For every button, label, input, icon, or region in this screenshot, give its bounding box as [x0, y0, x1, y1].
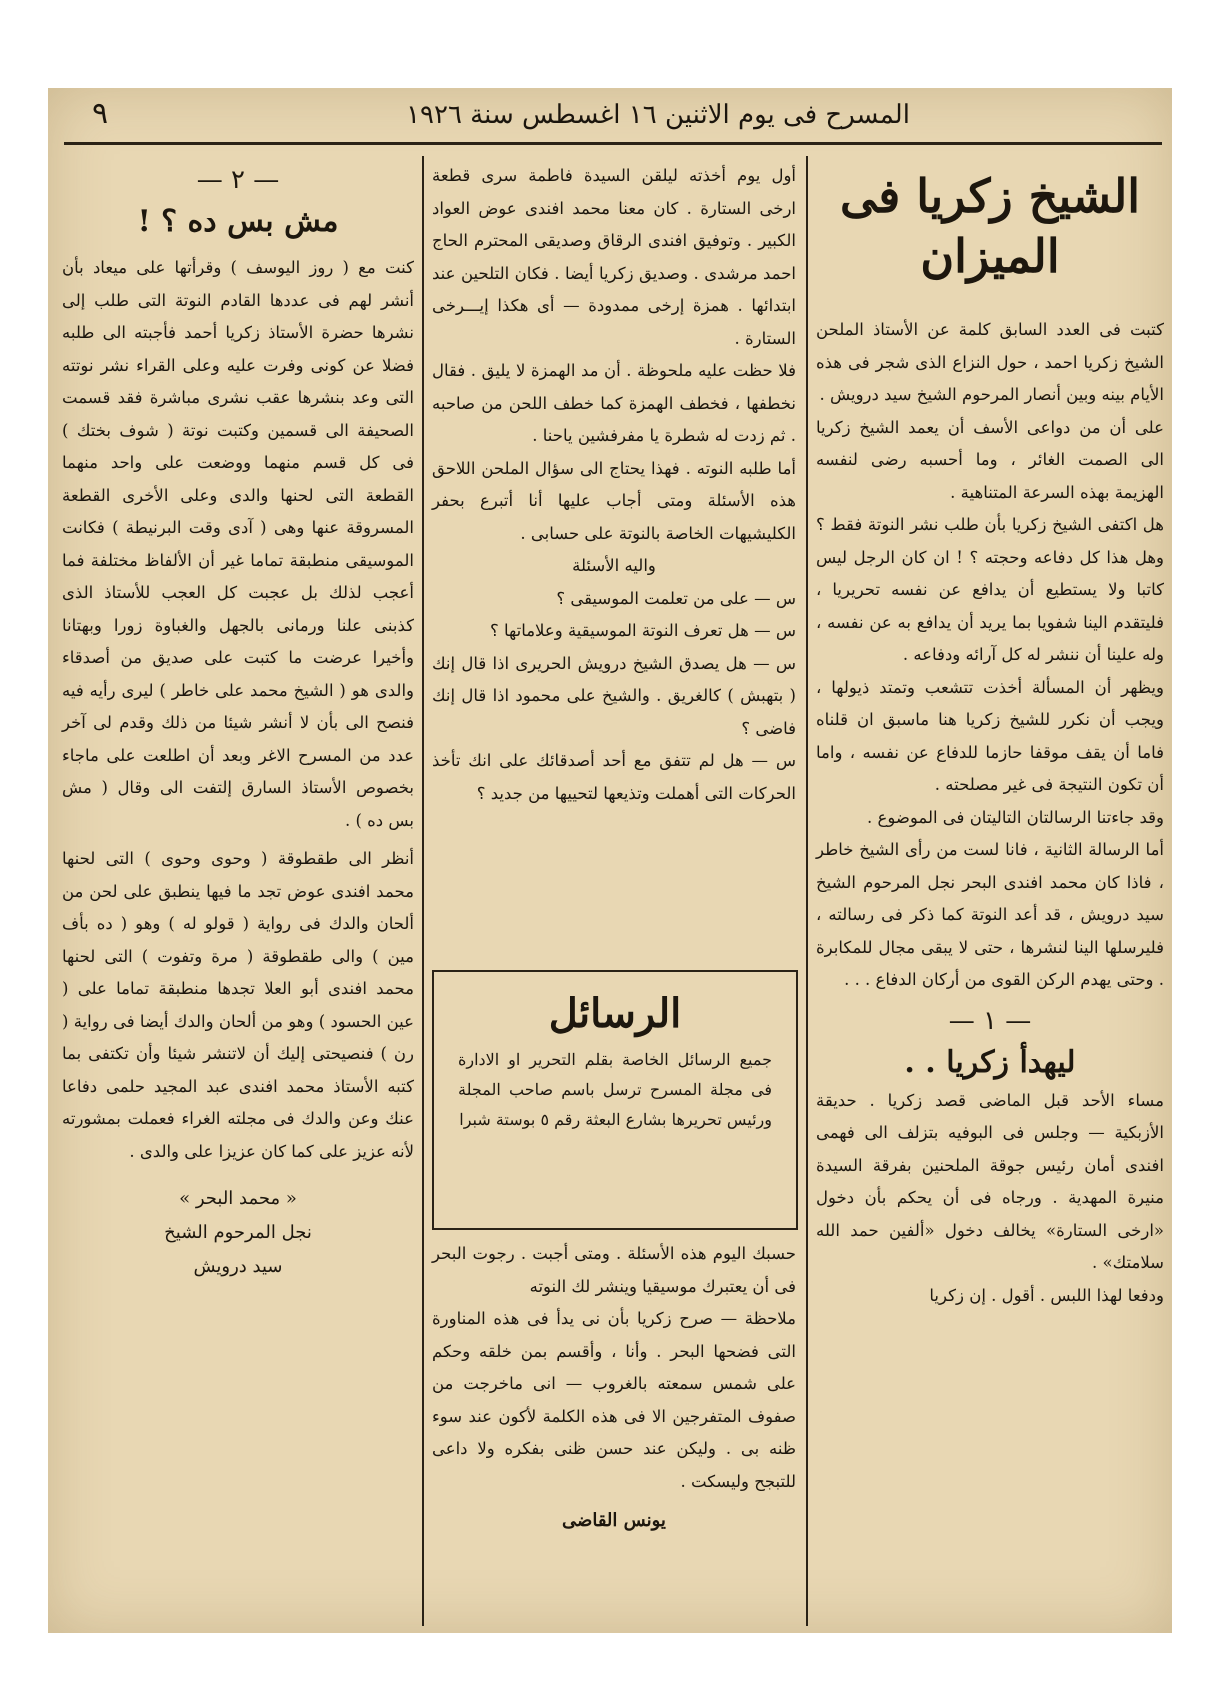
paragraph: أما طلبه النوته . فهذا يحتاج الى سؤال الملحن اللاحق هذه الأسئلة ومتى أجاب عليها أنا أتبرع بحفر الكليشيهات الخاصة بالنوتة على حسابى .: [432, 458, 796, 543]
letters-box-text: جميع الرسائل الخاصة بقلم التحرير او الادارة فى مجلة المسرح ترسل باسم صاحب المجلة ورئيس تحريرها بشارع البعثة رقم ٥ بوستة شبرا: [458, 1050, 772, 1129]
paragraph: على أن من دواعى الأسف أن يعمد الشيخ زكريا الى الصمت الغائر ، وما أحسبه رضى لنفسه الهزيمة بهذه السرعة المتناهية .: [816, 417, 1164, 502]
paragraph: أنظر الى طقطوقة ( وحوى وحوى ) التى لحنها محمد افندى عوض تجد ما فيها ينطبق على لحن من ألحان والدك فى رواية ( قولو له ) وهو ( ده بأف مين ) والى طقطوقة ( مرة وتفوت ) التى لحنها محمد افندى أبو العلا تجدها منطبقة تماما على ( عين الحسود ) وهو من ألحان والدك أيضا فى رواية ( رن ) فنصيحتى إليك أن لاتنشر شيئا وأن تكتفى بما كتبه الأستاذ محمد افندى عبد المجيد حلمى دفاعا عنك وعن والدك فى مجلته الغراء فعملت بمشورته لأنه عزيز على كما كان عزيزا على والدى .: [62, 849, 414, 1161]
article-title-not-only-this: مش بس ده ؟ !: [137, 204, 339, 239]
signature-name: « محمد البحر »: [179, 1188, 297, 1209]
column-divider-left: [422, 156, 424, 1626]
column-middle-bottom: [432, 1238, 796, 1538]
page-header-title: المسرح فى يوم الاثنين ١٦ اغسطس سنة ١٩٢٦: [406, 100, 910, 130]
question: س — هل تعرف النوتة الموسيقية وعلاماتها ؟: [489, 621, 796, 640]
question: س — هل يصدق الشيخ درويش الحريرى اذا قال إنك ( بتهبش ) كالغريق . والشيخ على محمود اذا قال إنك فاضى ؟: [432, 653, 796, 738]
paragraph: هل اكتفى الشيخ زكريا بأن طلب نشر النوتة فقط ؟ وهل هذا كل دفاعه وحجته ؟ ! ان كان الرجل ليس كاتبا ولا يستطيع أن يدافع عن نفسه تحريريا ، فليتقدم الينا شفويا بما يريد أن يدافع به عن نفسه ، وله علينا أن ننشر له كل آرائه ودفاعه .: [816, 515, 1164, 664]
column-left: [62, 160, 414, 1284]
question: س — هل لم تتفق مع أحد أصدقائك على انك تأخذ الحركات التى أهملت وتذيعها لتحييها من جديد ؟: [432, 751, 796, 803]
column-middle: [432, 160, 796, 810]
subsection-title: ليهدأ زكريا . .: [904, 1044, 1076, 1080]
paragraph: ودفعا لهذا اللبس . أقول . إن زكريا: [929, 1285, 1164, 1305]
letters-notice-box: [432, 970, 798, 1230]
paragraph: واليه الأسئلة: [572, 556, 656, 575]
paragraph: فلا حظت عليه ملحوظة . أن مد الهمزة لا يليق . فقال نخطفها ، فخطف الهمزة كما خطف اللحن من صاحبه . ثم زدت له شطرة يا مفرفشين ياحنا .: [432, 361, 796, 445]
author-signature: يونس القاضى: [562, 1510, 666, 1531]
section-number: — ١ —: [948, 1005, 1032, 1036]
paragraph: حسبك اليوم هذه الأسئلة . ومتى أجبت . رجوت البحر فى أن يعتبرك موسيقيا وينشر لك النوته: [432, 1244, 796, 1296]
newspaper-page: [48, 88, 1172, 1633]
paragraph: أما الرسالة الثانية ، فانا لست من رأى الشيخ خاطر ، فاذا كان محمد افندى البحر نجل المرحوم الشيخ سيد درويش ، قد أعد النوتة كما ذكر فى رسالته ، فليرسلها الينا لنشرها ، حتى لا يبقى مجال للمكابرة . وحتى يهدم الركن القوى من أركان الدفاع . . .: [816, 840, 1164, 989]
column-right: [816, 166, 1164, 1312]
paragraph: أول يوم أخذته ليلقن السيدة فاطمة سرى قطعة ارخى الستارة . كان معنا محمد افندى عوض العواد الكبير . وتوفيق افندى الرقاق وصديقى المحترم الحاج احمد مرشدى . وصديق زكريا أيضا . فكان التلحين عند ابتدائها . همزة إرخى ممدودة — أى هكذا إيـــرخى الستارة .: [432, 166, 796, 348]
page-number: ٩: [92, 96, 109, 131]
paragraph: كنت مع ( روز اليوسف ) وقرأتها على ميعاد بأن أنشر لهم فى عددها القادم النوتة التى طلب إلى نشرها حضرة الأستاذ زكريا أحمد فأجبته الى طلبه فضلا عن كونى وفرت عليه وعلى القراء نشر نوتته التى وعد بنشرها عقب نشرى مباشرة فقد قسمت الصحيفة الى قسمين وكتبت نوتة ( شوف بختك ) فى كل قسم منهما ووضعت على واحد منهما القطعة التى لحنها والدى وعلى الأخرى القطعة المسروقة عنها وهى ( آدى وقت البرنيطة ) فكانت الموسيقى منطبقة تماما غير أن الألفاظ مختلفة فما أعجب لذلك بل عجبت كل العجب للأستاذ الذى كذبنى علنا ورمانى بالجهل والغباوة زورا وبهتانا وأخيرا عرضت ما كتبت على صديق من أصدقاء والدى هو ( الشيخ محمد على خاطر ) ليرى رأيه فيه فنصح الى بأن لا أنشر شيئا من ذلك وقدم لى آخر عدد من المسرح الاغر وبعد أن اطلعت على ماجاء بخصوص الأستاذ السارق إلتفت الى وقال ( مش بس ده ) .: [62, 258, 414, 830]
question: س — على من تعلمت الموسيقى ؟: [556, 588, 796, 608]
column-divider-right: [806, 156, 808, 1626]
header-rule: [64, 142, 1162, 145]
paragraph: كتبت فى العدد السابق كلمة عن الأستاذ الملحن الشيخ زكريا احمد ، حول النزاع الذى شجر فى هذه الأيام بينه وبين أنصار المرحوم الشيخ سيد درويش .: [816, 320, 1164, 404]
paragraph: وقد جاءتنا الرسالتان التاليتان فى الموضوع .: [867, 807, 1164, 827]
signature-line: نجل المرحوم الشيخ: [164, 1222, 312, 1243]
article-title-zakaria-balance: الشيخ زكريا فى الميزان: [839, 169, 1141, 283]
signature-line: سيد درويش: [193, 1256, 283, 1277]
paragraph: ملاحظة — صرح زكريا بأن نى يدأ فى هذه المناورة التى فضحها البحر . وأنا ، وأقسم بمن خلقه وحكم على شمس سمعته بالغروب — انى ماخرجت من صفوف المتفرجين الا فى هذه الكلمة لأكون عند سوء ظنه بى . وليكن عند حسن ظنى بفكره ولا داعى للتبجح وليسكت .: [432, 1309, 796, 1491]
letters-box-title: الرسائل: [548, 990, 682, 1037]
paragraph: مساء الأحد قبل الماضى قصد زكريا . حديقة الأزبكية — وجلس فى البوفيه بتزلف الى فهمى افندى أمان رئيس جوقة الملحنين بفرقة السيدة منيرة المهدية . ورجاه فى أن يحكم بأن دخول «ارخى الستارة» يخالف دخول «ألفين حمد الله سلامتك» .: [816, 1090, 1164, 1272]
section-number: — ٢ —: [196, 165, 280, 195]
paragraph: ويظهر أن المسألة أخذت تتشعب وتمتد ذيولها ، ويجب أن نكرر للشيخ زكريا هنا ماسبق ان قلناه فاما أن يقف موقفا حازما للدفاع عن نفسه ، واما أن تكون النتيجة فى غير مصلحته .: [816, 677, 1164, 794]
